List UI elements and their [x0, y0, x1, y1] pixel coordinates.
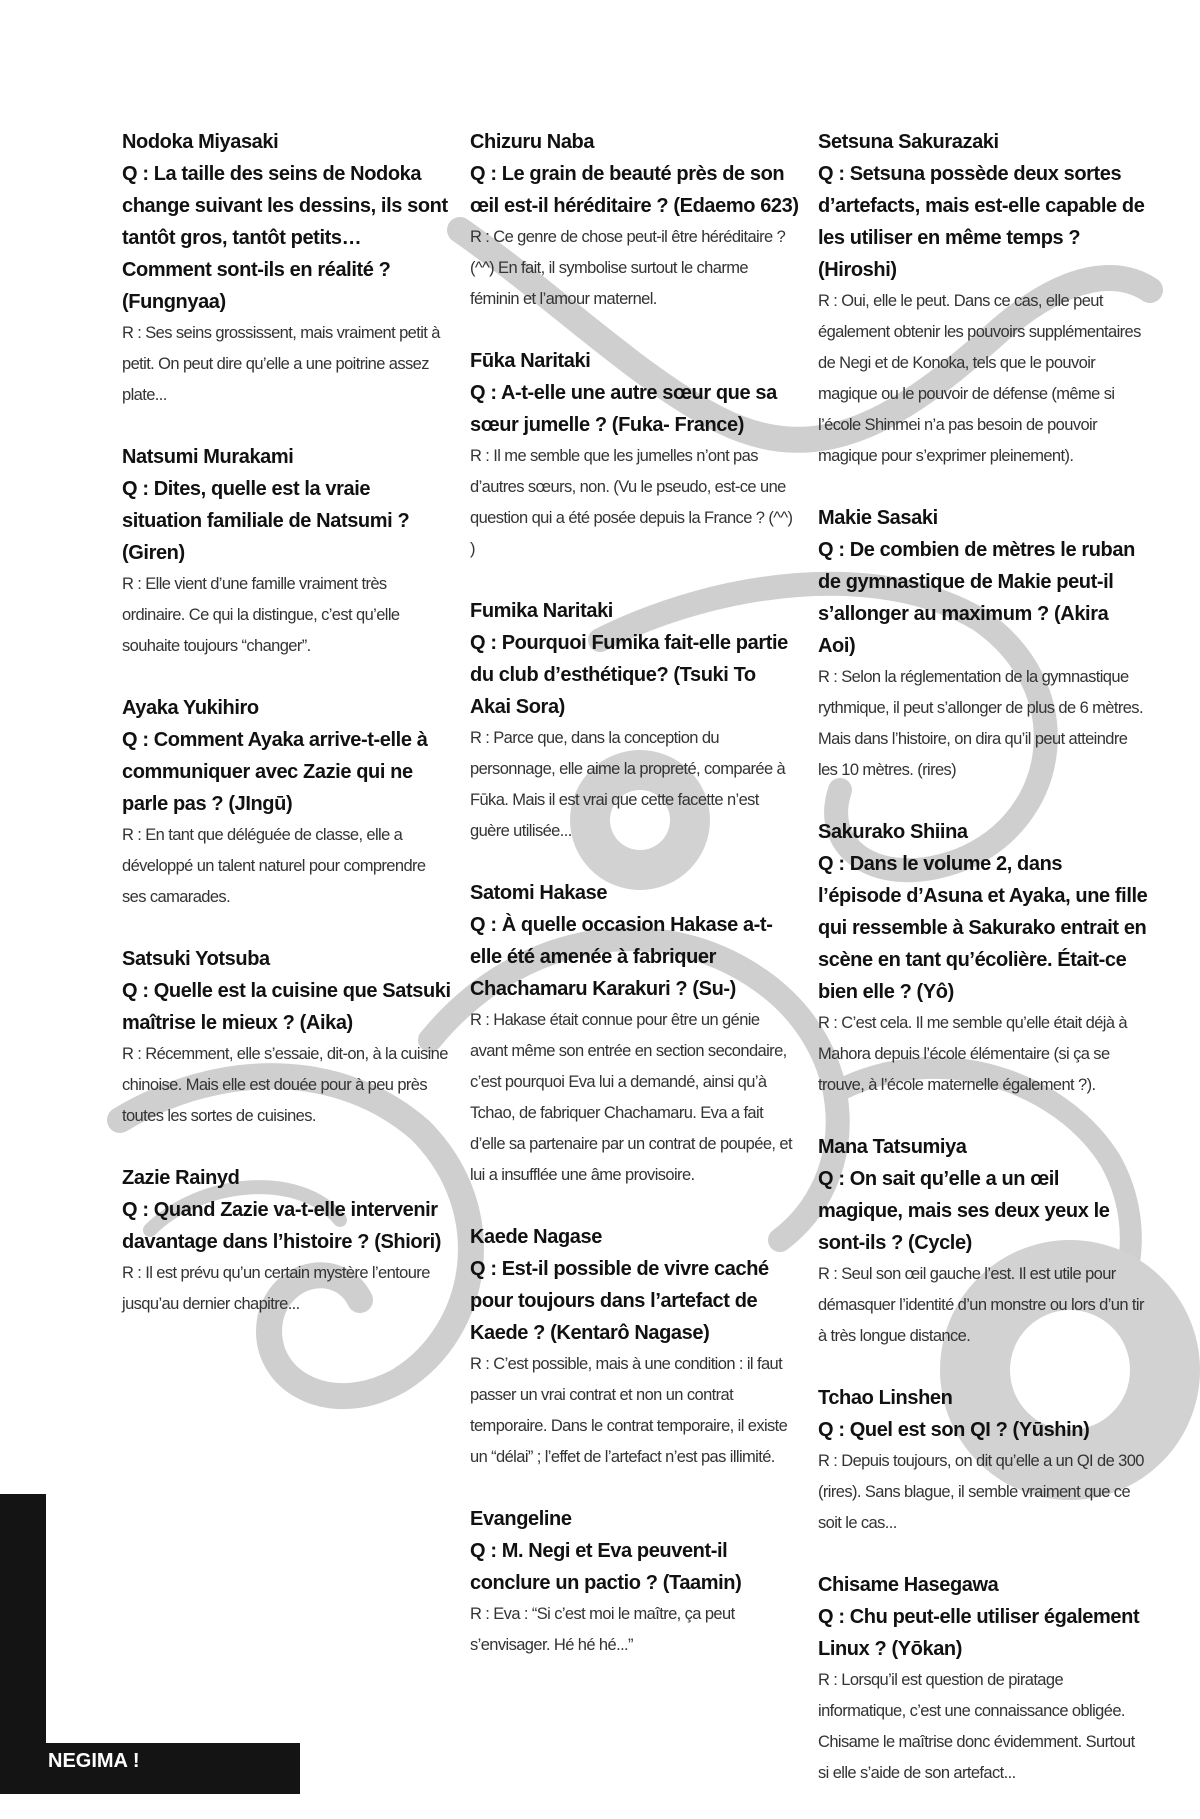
faq-entry	[470, 126, 800, 315]
answer-text: R : Seul son œil gauche l’est. Il est utile pour démasquer l’identité d’un monstre ou lors d’un tir à très longue distance.	[818, 1265, 1144, 1345]
answer-text: R : Eva : “Si c’est moi le maître, ça peut s’envisager. Hé hé hé...”	[470, 1605, 735, 1654]
answer-text: R : Parce que, dans la conception du personnage, elle aime la propreté, comparée à Fūka. Mais il est vrai que cette facette n’est guère utilisée...	[470, 729, 786, 840]
character-name: Zazie Rainyd	[122, 1167, 240, 1189]
question-text: Q : Est-il possible de vivre caché pour toujours dans l’artefact de Kaede ? (Kentarô Nagase)	[470, 1258, 769, 1344]
question-text: Q : Dans le volume 2, dans l’épisode d’Asuna et Ayaka, une fille qui ressemble à Sakurako entrait en scène en tant qu’écolière. Était-ce bien elle ? (Yô)	[818, 853, 1148, 1003]
question-text: Q : De combien de mètres le ruban de gymnastique de Makie peut-il s’allonger au maximum ? (Akira Aoi)	[818, 539, 1135, 657]
faq-entry	[470, 595, 800, 847]
faq-column-left	[122, 126, 452, 1350]
question-text: Q : Le grain de beauté près de son œil est-il héréditaire ? (Edaemo 623)	[470, 163, 799, 217]
answer-text: R : En tant que déléguée de classe, elle a développé un talent naturel pour comprendre ses camarades.	[122, 826, 426, 906]
answer-text: R : Il est prévu qu’un certain mystère l’entoure jusqu’au dernier chapitre...	[122, 1264, 430, 1313]
faq-entry	[818, 816, 1148, 1101]
question-text: Q : Dites, quelle est la vraie situation familiale de Natsumi ? (Giren)	[122, 478, 410, 564]
answer-text: R : Elle vient d’une famille vraiment très ordinaire. Ce qui la distingue, c’est qu’elle souhaite toujours “changer”.	[122, 575, 400, 655]
question-text: Q : Pourquoi Fumika fait-elle partie du club d’esthétique? (Tsuki To Akai Sora)	[470, 632, 788, 718]
character-name: Nodoka Miyasaki	[122, 131, 279, 153]
question-text: Q : Setsuna possède deux sortes d’artefacts, mais est-elle capable de les utiliser en même temps ? (Hiroshi)	[818, 163, 1145, 281]
question-text: Q : Quand Zazie va-t-elle intervenir davantage dans l’histoire ? (Shiori)	[122, 1199, 441, 1253]
answer-text: R : Depuis toujours, on dit qu’elle a un QI de 300 (rires). Sans blague, il semble vraiment que ce soit le cas...	[818, 1452, 1144, 1532]
character-name: Tchao Linshen	[818, 1387, 953, 1409]
question-text: Q : Comment Ayaka arrive-t-elle à communiquer avec Zazie qui ne parle pas ? (JIngū)	[122, 729, 428, 815]
faq-entry	[122, 943, 452, 1132]
character-name: Fumika Naritaki	[470, 600, 613, 622]
answer-text: R : Oui, elle le peut. Dans ce cas, elle peut également obtenir les pouvoirs supplémentaires de Negi et de Konoka, tels que le pouvoir magique ou le pouvoir de défense (même si l’école Shinmei n’a pas besoin de pouvoir magique pour s’exprimer pleinement).	[818, 292, 1141, 465]
character-name: Satsuki Yotsuba	[122, 948, 270, 970]
question-text: Q : Quelle est la cuisine que Satsuki maîtrise le mieux ? (Aika)	[122, 980, 451, 1034]
answer-text: R : C’est possible, mais à une condition : il faut passer un vrai contrat et non un contrat temporaire. Dans le contrat temporaire, il existe un “délai” ; l’effet de l’artefact n’est pas illimité.	[470, 1355, 788, 1466]
faq-entry	[470, 345, 800, 565]
faq-entry	[122, 692, 452, 913]
character-name: Fūka Naritaki	[470, 350, 591, 372]
question-text: Q : M. Negi et Eva peuvent-il conclure un pactio ? (Taamin)	[470, 1540, 742, 1594]
faq-column-middle	[470, 126, 800, 1691]
character-name: Mana Tatsumiya	[818, 1136, 967, 1158]
faq-entry	[818, 1382, 1148, 1539]
answer-text: R : Il me semble que les jumelles n’ont pas d’autres sœurs, non. (Vu le pseudo, est-ce une question qui a été posée depuis la France ? (^^) )	[470, 447, 793, 558]
question-text: Q : À quelle occasion Hakase a-t-elle été amenée à fabriquer Chachamaru Karakuri ? (Su-)	[470, 914, 773, 1000]
faq-entry	[818, 1131, 1148, 1352]
question-text: Q : Chu peut-elle utiliser également Linux ? (Yōkan)	[818, 1606, 1140, 1660]
question-text: Q : A-t-elle une autre sœur que sa sœur jumelle ? (Fuka- France)	[470, 382, 777, 436]
question-text: Q : Quel est son QI ? (Yūshin)	[818, 1419, 1090, 1441]
character-name: Ayaka Yukihiro	[122, 697, 259, 719]
answer-text: R : Lorsqu’il est question de piratage informatique, c’est une connaissance obligée. Chisame le maîtrise donc évidemment. Surtout si elle s’aide de son artefact...	[818, 1671, 1135, 1782]
faq-entry	[818, 126, 1148, 472]
character-name: Makie Sasaki	[818, 507, 938, 529]
question-text: Q : On sait qu’elle a un œil magique, mais ses deux yeux le sont-ils ? (Cycle)	[818, 1168, 1110, 1254]
answer-text: R : Selon la réglementation de la gymnastique rythmique, il peut s’allonger de plus de 6 mètres. Mais dans l’histoire, on dira qu’il peut atteindre les 10 mètres. (rires)	[818, 668, 1143, 779]
answer-text: R : Récemment, elle s’essaie, dit-on, à la cuisine chinoise. Mais elle est douée pour à peu près toutes les sortes de cuisines.	[122, 1045, 448, 1125]
faq-entry	[818, 1569, 1148, 1789]
character-name: Natsumi Murakami	[122, 446, 294, 468]
bottom-tab-label: NEGIMA !	[48, 1750, 140, 1772]
character-name: Chizuru Naba	[470, 131, 595, 153]
faq-entry	[470, 1503, 800, 1661]
character-name: Satomi Hakase	[470, 882, 608, 904]
answer-text: R : Hakase était connue pour être un génie avant même son entrée en section secondaire, c’est pourquoi Eva lui a demandé, ainsi qu’à Tchao, de fabriquer Chachamaru. Eva a fait d’elle sa partenaire par un contrat de poupée, et lui a insufflée une âme provisoire.	[470, 1011, 792, 1184]
faq-entry	[122, 441, 452, 662]
faq-entry	[470, 877, 800, 1191]
answer-text: R : Ses seins grossissent, mais vraiment petit à petit. On peut dire qu’elle a une poitrine assez plate...	[122, 324, 440, 404]
faq-entry	[122, 126, 452, 411]
bottom-tab	[0, 1743, 300, 1794]
answer-text: R : Ce genre de chose peut-il être héréditaire ? (^^) En fait, il symbolise surtout le charme féminin et l’amour maternel.	[470, 228, 786, 308]
faq-column-right	[818, 126, 1148, 1819]
faq-entry	[470, 1221, 800, 1473]
faq-entry	[818, 502, 1148, 786]
faq-entry	[122, 1162, 452, 1320]
character-name: Sakurako Shiina	[818, 821, 968, 843]
character-name: Kaede Nagase	[470, 1226, 602, 1248]
question-text: Q : La taille des seins de Nodoka change suivant les dessins, ils sont tantôt gros, tantôt petits… Comment sont-ils en réalité ? (Fungnyaa)	[122, 163, 448, 313]
character-name: Evangeline	[470, 1508, 572, 1530]
character-name: Chisame Hasegawa	[818, 1574, 999, 1596]
answer-text: R : C’est cela. Il me semble qu’elle était déjà à Mahora depuis l’école élémentaire (si ça se trouve, à l’école maternelle également ?).	[818, 1014, 1128, 1094]
character-name: Setsuna Sakurazaki	[818, 131, 999, 153]
